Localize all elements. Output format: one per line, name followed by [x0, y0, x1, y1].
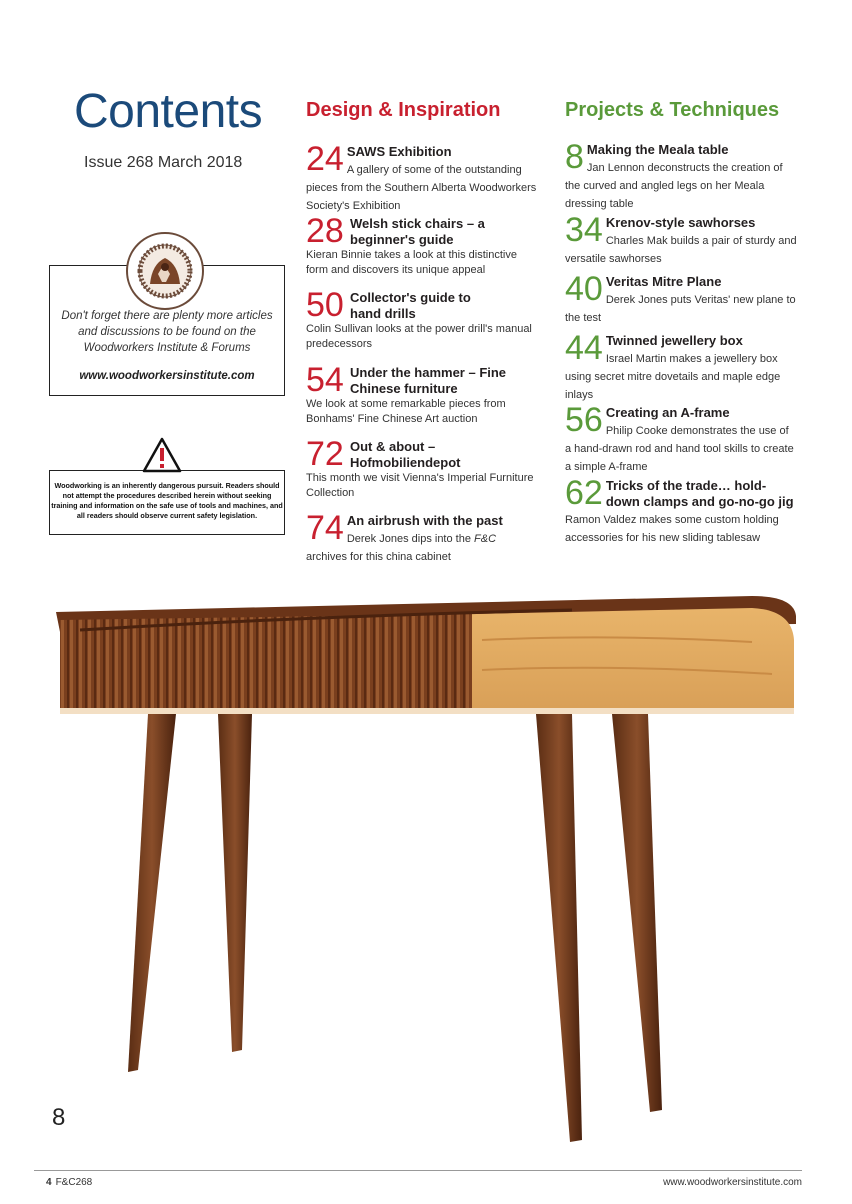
entry-title: Tricks of the trade… hold-down clamps and go-no-go jig [605, 478, 794, 509]
entry-title: Collector's guide to hand drills [350, 290, 471, 321]
entry-number: 62 [565, 474, 603, 512]
entry-number: 8 [565, 138, 584, 176]
entry-desc: Philip Cooke demonstrates the use of a hand-drawn rod and hand tool skills to create a simple A-frame [565, 425, 794, 473]
footer-page-number: 4 [46, 1177, 52, 1188]
entry-number: 56 [565, 401, 603, 439]
page-title: Contents [74, 85, 263, 138]
entry-desc: Charles Mak builds a pair of sturdy and versatile sawhorses [565, 235, 797, 265]
entry-desc: We look at some remarkable pieces from Bonhams' Fine Chinese Art auction [306, 398, 506, 425]
entry-desc: A gallery of some of the outstanding pieces from the Southern Alberta Woodworkers Society's Exhibition [306, 164, 537, 212]
warning-triangle-icon [142, 437, 182, 473]
entry-number: 28 [306, 212, 344, 250]
entry-number: 24 [306, 140, 344, 178]
design-entry[interactable] [306, 286, 540, 352]
entry-number: 44 [565, 329, 603, 367]
entry-desc: This month we visit Vienna's Imperial Furniture Collection [306, 472, 534, 499]
warning-text: Woodworking is an inherently dangerous pursuit. Readers should not attempt the procedures described herein without seeking training and information on the safe use of tools and machines, and all readers should observe current safety legislation. [51, 481, 283, 520]
footer-magazine: F&C268 [55, 1177, 93, 1188]
promo-url[interactable]: www.woodworkersinstitute.com [79, 370, 255, 382]
design-entry[interactable] [306, 140, 546, 214]
entry-desc: Derek Jones puts Veritas' new plane to the test [565, 294, 796, 324]
dressing-table-photo [52, 590, 797, 1145]
entry-desc: Kieran Binnie takes a look at this distinctive form and discovers its unique appeal [306, 249, 517, 276]
entry-number: 74 [306, 509, 344, 547]
design-entry[interactable] [306, 435, 540, 501]
entry-title: Veritas Mitre Plane [605, 274, 722, 289]
entry-title: An airbrush with the past [346, 513, 503, 528]
footer-url[interactable]: www.woodworkersinstitute.com [663, 1177, 802, 1188]
entry-number: 50 [306, 286, 344, 324]
entry-desc: Derek Jones dips into the F&C archives for this china cabinet [306, 533, 497, 563]
projects-entry[interactable] [565, 211, 797, 267]
entry-desc: Colin Sullivan looks at the power drill's manual predecessors [306, 323, 532, 350]
entry-number: 54 [306, 361, 344, 399]
promo-text: Don't forget there are plenty more articles and discussions to be found on the Woodworkers Institute & Forums [61, 310, 273, 354]
design-entry[interactable] [306, 212, 540, 278]
design-entry[interactable] [306, 509, 540, 565]
projects-entry[interactable] [565, 138, 797, 212]
entry-title: Out & about – Hofmobiliendepot [350, 439, 461, 470]
footer-divider [34, 1170, 802, 1171]
entry-title: Krenov-style sawhorses [605, 215, 756, 230]
entry-desc: Jan Lennon deconstructs the creation of the curved and angled legs on her Meala dressing table [565, 162, 783, 210]
projects-entry[interactable] [565, 401, 797, 475]
entry-title: Making the Meala table [586, 142, 729, 157]
issue-line: Issue 268 March 2018 [84, 154, 243, 171]
entry-number: 72 [306, 435, 344, 473]
projects-entry[interactable] [565, 329, 797, 403]
entry-number: 34 [565, 211, 603, 249]
projects-heading: Projects & Techniques [565, 99, 780, 121]
woodworkers-institute-seal-icon [126, 232, 204, 310]
entry-title: Twinned jewellery box [605, 333, 743, 348]
footer-left [46, 1177, 92, 1188]
entry-title: Welsh stick chairs – a beginner's guide [350, 216, 485, 247]
entry-title: Under the hammer – Fine Chinese furniture [350, 365, 507, 396]
entry-number: 40 [565, 270, 603, 308]
design-heading: Design & Inspiration [306, 99, 501, 121]
entry-desc: Israel Martin makes a jewellery box using secret mitre dovetails and maple edge inlays [565, 353, 781, 401]
entry-title: SAWS Exhibition [346, 144, 452, 159]
design-entry[interactable] [306, 361, 540, 427]
projects-entry[interactable] [565, 270, 797, 326]
entry-title: Creating an A-frame [605, 405, 730, 420]
image-page-label: 8 [52, 1104, 66, 1131]
entry-desc: Ramon Valdez makes some custom holding accessories for his new sliding tablesaw [565, 514, 779, 544]
projects-entry[interactable] [565, 474, 797, 546]
